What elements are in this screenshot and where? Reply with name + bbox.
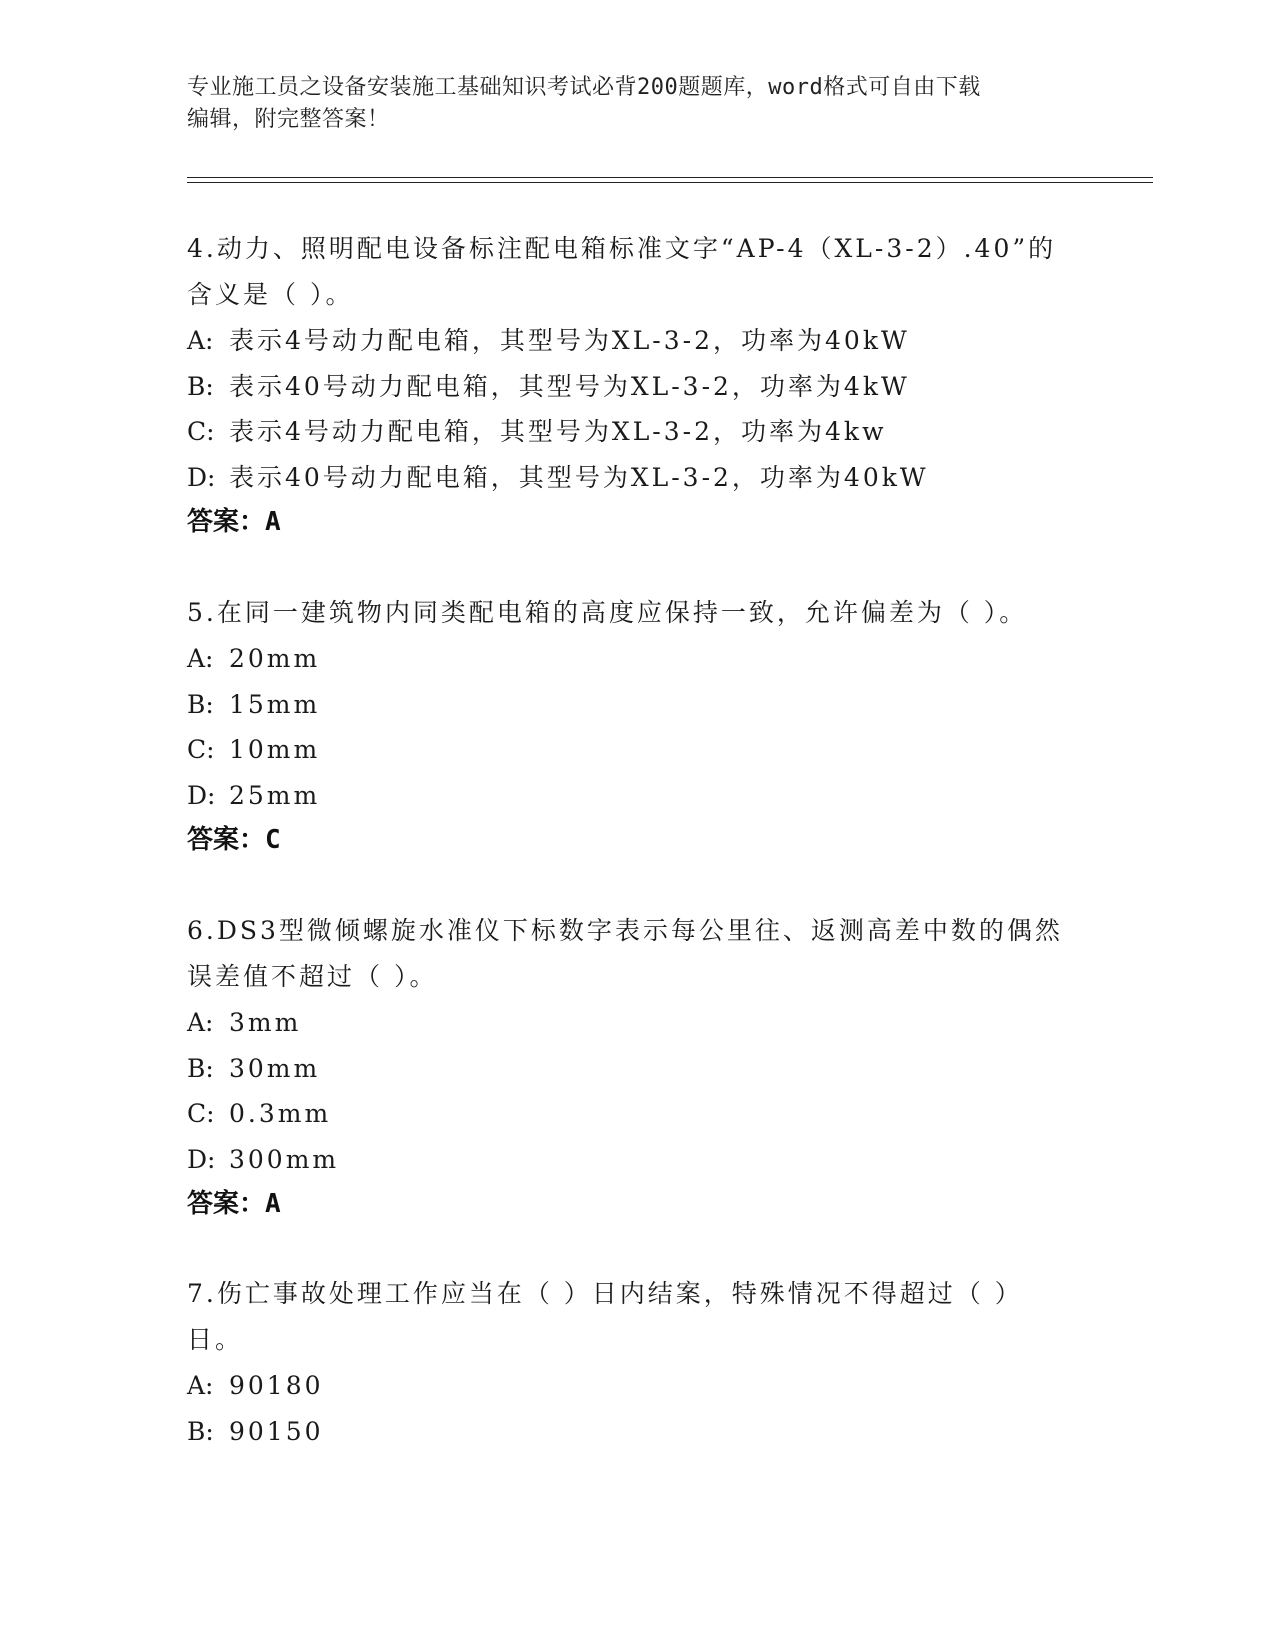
question-stem [187,908,1087,1000]
option-d [187,773,1087,819]
answer [187,818,1087,863]
question-stem [187,590,1087,636]
option-text: 15mm [229,689,321,719]
option-key: A: [187,1371,214,1400]
stem-line-2: 日。 [187,1325,244,1354]
option-key: B: [187,1053,214,1083]
option-d [187,455,1087,501]
option-c [187,409,1087,455]
option-c [187,1091,1087,1137]
stem-line-1: 7.伤亡事故处理工作应当在（ ）日内结案，特殊情况不得超过（ ） [187,1279,1023,1308]
question-7 [187,1271,1087,1454]
stem-line-1: 6.DS3型微倾螺旋水准仪下标数字表示每公里往、返测高差中数的偶然 [187,916,1063,945]
header-divider-top [187,177,1153,178]
question-6 [187,908,1087,1227]
question-5 [187,590,1087,863]
option-key: C: [187,735,215,764]
header-line-1: 专业施工员之设备安装施工基础知识考试必背200题题库，word格式可自由下载 [187,75,981,100]
option-text: 300mm [229,1144,340,1174]
stem-line-1: 5.在同一建筑物内同类配电箱的高度应保持一致，允许偏差为（ ）。 [187,598,1028,627]
option-d [187,1137,1087,1183]
option-text: 3mm [229,1008,302,1037]
option-key: D: [187,1144,216,1174]
option-text: 表示40号动力配电箱，其型号为XL-3-2，功率为4kW [229,371,910,401]
stem-line-2: 误差值不超过（ ）。 [187,962,438,991]
option-key: B: [187,1416,214,1446]
option-text: 表示4号动力配电箱，其型号为XL-3-2，功率为40kW [229,326,910,355]
option-a [187,1363,1087,1409]
question-stem [187,1271,1087,1363]
option-key: B: [187,689,214,719]
option-text: 90150 [229,1416,324,1446]
option-a [187,636,1087,682]
option-text: 20mm [229,644,321,673]
option-c [187,727,1087,773]
option-key: D: [187,780,216,810]
answer [187,1182,1087,1227]
header-divider-bottom [187,182,1153,183]
option-a [187,318,1087,364]
answer-value: C [265,825,281,855]
option-text: 30mm [229,1053,321,1083]
answer-value: A [265,507,281,537]
option-b [187,1409,1087,1455]
option-key: A: [187,1008,214,1037]
option-text: 10mm [229,735,321,764]
stem-line-1: 4.动力、照明配电设备标注配电箱标准文字“AP-4（XL-3-2）.40”的 [187,234,1057,263]
answer-label: 答案： [187,825,266,855]
option-b [187,682,1087,728]
question-stem [187,226,1087,318]
option-key: A: [187,644,214,673]
option-key: D: [187,462,216,492]
stem-line-2: 含义是（ ）。 [187,280,354,309]
answer-label: 答案： [187,1189,266,1219]
answer-value: A [265,1189,281,1219]
option-key: A: [187,326,214,355]
answer [187,500,1087,545]
header-line-2: 编辑，附完整答案！ [187,107,390,132]
option-key: C: [187,1099,215,1128]
answer-label: 答案： [187,507,266,537]
option-text: 25mm [229,780,321,810]
document-header [187,72,1067,136]
option-a [187,1000,1087,1046]
option-key: C: [187,417,215,446]
option-b [187,364,1087,410]
option-text: 表示4号动力配电箱，其型号为XL-3-2，功率为4kw [229,417,887,446]
question-4 [187,226,1087,545]
option-text: 90180 [229,1371,324,1400]
option-text: 表示40号动力配电箱，其型号为XL-3-2，功率为40kW [229,462,929,492]
option-text: 0.3mm [229,1099,332,1128]
option-key: B: [187,371,214,401]
option-b [187,1046,1087,1092]
